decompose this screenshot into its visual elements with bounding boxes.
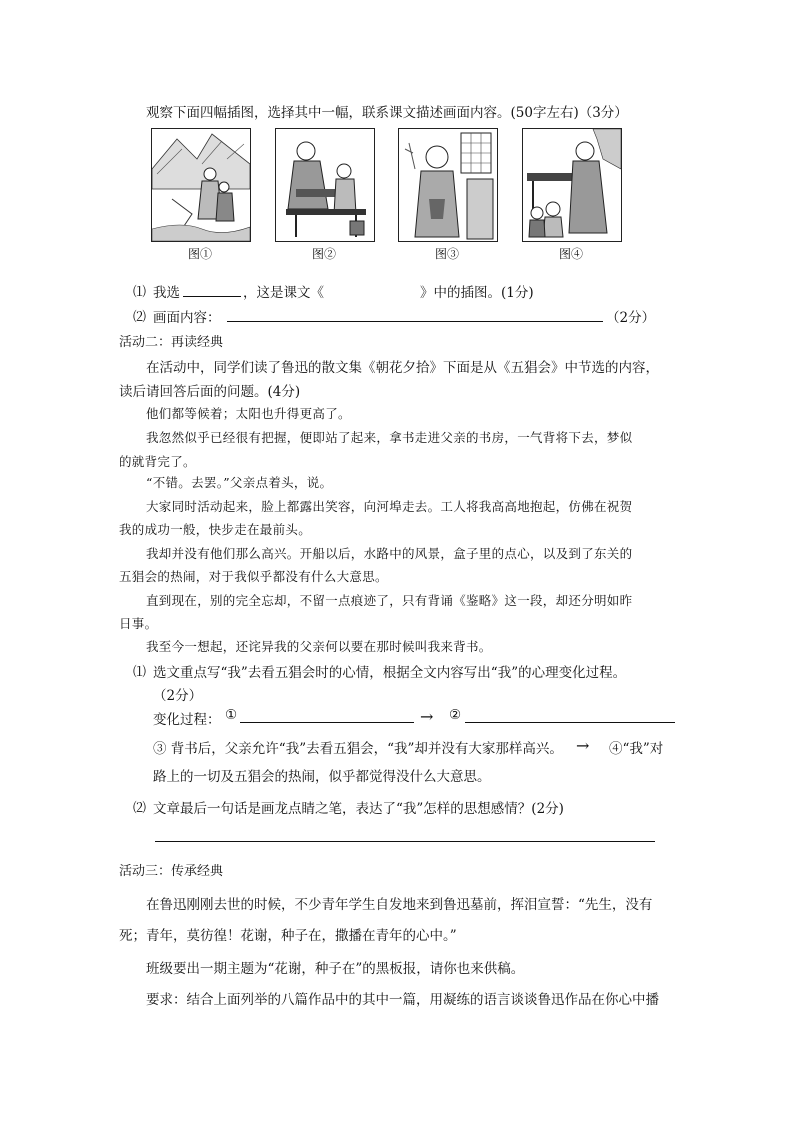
a2-q1-text: 选文重点写“我”去看五猖会时的心情，根据全文内容写出“我”的心理变化过程。	[153, 665, 627, 681]
change-process-label: 变化过程：	[153, 712, 221, 728]
q2-number: ⑵	[133, 310, 147, 325]
activity3-para1-a: 在鲁迅刚刚去世的时候，不少青年学生自发地来到鲁迅墓前，挥泪宣誓：“先生，没有	[146, 897, 653, 913]
passage-line-3: 的就背完了。	[119, 454, 196, 469]
illustration-4	[522, 128, 622, 242]
q2-score: （2分）	[606, 310, 656, 326]
illustration-3	[398, 128, 498, 242]
activity3-title: 活动三：传承经典	[119, 864, 224, 879]
activity3-requirement: 要求：结合上面列举的八篇作品中的其中一篇，用凝练的语言谈谈鲁迅作品在你心中播	[146, 992, 659, 1008]
passage-line-7: 我却并没有他们那么高兴。开船以后，水路中的风景，盒子里的点心，以及到了东关的	[146, 546, 633, 561]
activity3-para2: 班级要出一期主题为“花谢，种子在”的黑板报，请你也来供稿。	[146, 961, 525, 977]
passage-line-4: “不错。去罢。”父亲点着头，说。	[146, 475, 333, 490]
q2-answer-line[interactable]	[227, 321, 603, 322]
passage-line-8: 五猖会的热闹，对于我似乎都没有什么大意思。	[119, 569, 388, 584]
passage-line-9: 直到现在，别的完全忘却，不留一点痕迹了，只有背诵《鉴略》这一段，却还分明如昨	[146, 593, 633, 608]
passage-line-1: 他们都等候着；太阳也升得更高了。	[146, 406, 351, 421]
a2-q2-number: ⑵	[133, 801, 147, 816]
passage-line-10: 日事。	[119, 616, 158, 631]
a2-q1-score: （2分）	[153, 688, 203, 704]
question-instruction: 观察下面四幅插图，选择其中一幅，联系课文描述画面内容。(50字左右)（3分）	[146, 105, 628, 121]
activity2-title: 活动二：再读经典	[119, 335, 224, 350]
arrow-1: →	[420, 707, 434, 726]
q1-blank-title[interactable]	[330, 296, 418, 297]
illustration-2-drawing	[276, 129, 374, 241]
step2-answer-line[interactable]	[465, 722, 675, 723]
a2-q2-answer-line[interactable]	[155, 841, 655, 842]
arrow-2: →	[576, 736, 590, 755]
q1-number: ⑴	[133, 285, 147, 300]
q1-text-b: ，这是课文《	[243, 285, 324, 301]
step4-text-a: ④“我”对	[609, 741, 664, 757]
passage-line-5: 大家同时活动起来，脸上都露出笑容，向河埠走去。工人将我高高地抱起，仿佛在祝贺	[146, 499, 633, 514]
activity2-intro-1: 在活动中，同学们读了鲁迅的散文集《朝花夕拾》下面是从《五猖会》中节选的内容，	[146, 360, 659, 376]
caption-1: 图①	[187, 247, 212, 261]
activity2-intro-2: 读后请回答后面的问题。(4分)	[119, 384, 301, 400]
step4-text-b: 路上的一切及五猖会的热闹，似乎都觉得没什么大意思。	[153, 769, 491, 785]
illustration-3-drawing	[399, 129, 497, 241]
a2-q1-number: ⑴	[133, 665, 147, 680]
activity3-para1-b: 死；青年，莫彷徨！花谢，种子在，撒播在青年的心中。”	[119, 928, 457, 944]
illustration-2	[275, 128, 375, 242]
q1-blank-choice[interactable]	[183, 296, 241, 297]
caption-3: 图③	[434, 247, 459, 261]
illustration-4-drawing	[523, 129, 621, 241]
passage-line-11: 我至今一想起，还诧异我的父亲何以要在那时候叫我来背书。	[146, 639, 492, 654]
illustration-1-drawing	[152, 129, 250, 241]
passage-line-2: 我忽然似乎已经很有把握，便即站了起来，拿书走进父亲的书房，一气背将下去，梦似	[146, 430, 633, 445]
q1-text-c: 》中的插图。(1分)	[420, 285, 534, 301]
passage-line-6: 我的成功一般，快步走在最前头。	[119, 522, 312, 537]
q1-text-a: 我选	[153, 285, 180, 301]
step1-answer-line[interactable]	[240, 722, 414, 723]
step2-marker: ②	[449, 707, 462, 723]
a2-q2-text: 文章最后一句话是画龙点睛之笔，表达了“我”怎样的思想感情？(2分)	[153, 801, 564, 817]
caption-4: 图④	[558, 247, 583, 261]
caption-2: 图②	[311, 247, 336, 261]
step3-text: ③ 背书后，父亲允许“我”去看五猖会，“我”却并没有大家那样高兴。	[153, 741, 563, 757]
q2-label: 画面内容：	[153, 310, 221, 326]
illustration-1	[151, 128, 251, 242]
step1-marker: ①	[225, 707, 238, 723]
